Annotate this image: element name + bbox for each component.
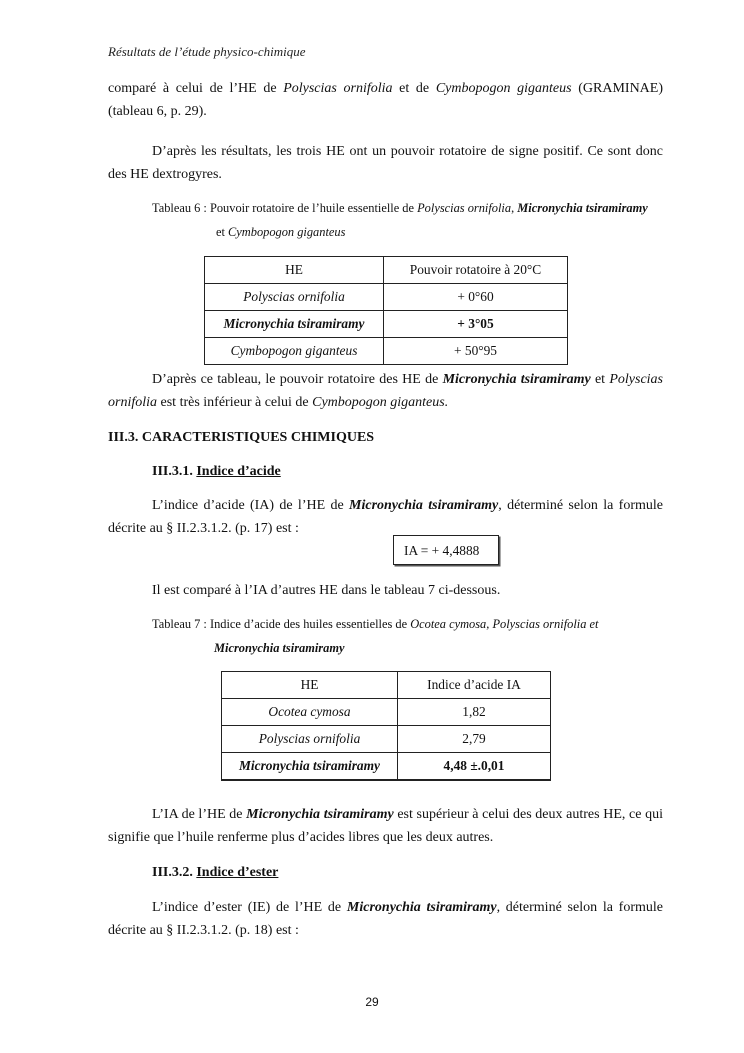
subheading-acid-index <box>152 464 281 480</box>
paragraph-ia-conclusion <box>108 803 663 849</box>
text-segment: L’indice d’ester (IE) de l’HE de <box>152 900 347 915</box>
species-name: Polyscias ornifolia <box>283 81 393 96</box>
header-cell-he: HE <box>205 257 384 284</box>
running-header: Résultats de l’étude physico-chimique <box>108 44 306 59</box>
cell-value: + 3°05 <box>384 311 568 338</box>
cell-value: 4,48 ±.0,01 <box>398 753 551 781</box>
table-row-highlight <box>222 753 551 781</box>
cell-value: 2,79 <box>398 726 551 753</box>
subheading-number: III.3.1. <box>152 464 197 479</box>
table-row <box>205 284 568 311</box>
cell-he: Micronychia tsiramiramy <box>205 311 384 338</box>
text-segment: L’indice d’acide (IA) de l’HE de <box>152 498 350 513</box>
cell-he: Micronychia tsiramiramy <box>222 753 398 781</box>
caption-text: Tableau 6 : Pouvoir rotatoire de l’huile essentielle de <box>152 201 418 215</box>
species-name: Micronychia tsiramiramy <box>517 201 648 215</box>
formula-box-ia: IA = + 4,4888 <box>393 535 499 565</box>
section-heading-chemical: III.3. CARACTERISTIQUES CHIMIQUES <box>108 430 375 445</box>
table-header-row <box>222 672 551 699</box>
cell-he: Ocotea cymosa <box>222 699 398 726</box>
table-row <box>205 338 568 365</box>
species-name: Micronychia tsiramiramy <box>346 900 497 915</box>
table7-acid-index <box>221 671 551 781</box>
subheading-number: III.3.2. <box>152 865 197 880</box>
text-segment: , déterminé selon la formule décrite au § II.2.3.1.2. (p. 17) est : <box>108 498 663 536</box>
text-segment: comparé à celui de l’HE de <box>108 81 284 96</box>
species-name: Ocotea cymosa, Polyscias ornifolia et <box>410 617 599 631</box>
text-segment: (GRAMINAE) (tableau 6, p. 29). <box>108 81 663 119</box>
table-header-row <box>205 257 568 284</box>
text-segment: est supérieur à celui des deux autres HE, ce qui signifie que l’huile renferme plus d’acides libres que les deux autres. <box>108 807 663 845</box>
paragraph-acid-index <box>108 494 663 540</box>
species-name: Polyscias ornifolia <box>108 372 663 410</box>
page-number: 29 <box>365 995 379 1009</box>
header-cell-value: Indice d’acide IA <box>398 672 551 699</box>
text-segment: L’IA de l’HE de <box>152 807 247 822</box>
cell-he: Polyscias ornifolia <box>222 726 398 753</box>
paragraph-compare-ia: Il est comparé à l’IA d’autres HE dans le tableau 7 ci-dessous. <box>152 583 501 598</box>
species-name: Micronychia tsiramiramy <box>214 641 345 655</box>
species-name: Micronychia tsiramiramy <box>349 498 499 513</box>
cell-value: 1,82 <box>398 699 551 726</box>
text-segment: D’après ce tableau, le pouvoir rotatoire des HE de <box>152 372 443 387</box>
species-name: Micronychia tsiramiramy <box>246 807 394 822</box>
caption-text: et <box>216 225 229 239</box>
paragraph-table6-analysis <box>108 368 663 414</box>
text-segment: est très inférieur à celui de <box>157 395 313 410</box>
subheading-title: Indice d’acide <box>196 464 281 479</box>
cell-value: + 50°95 <box>384 338 568 365</box>
table6-caption <box>152 196 663 244</box>
caption-text: Tableau 7 : Indice d’acide des huiles essentielles de <box>152 617 411 631</box>
species-name: Cymbopogon giganteus. <box>312 395 449 410</box>
table-row-highlight <box>205 311 568 338</box>
cell-he: Polyscias ornifolia <box>205 284 384 311</box>
text-segment: et de <box>392 81 436 96</box>
paragraph-dextrogyres: D’après les résultats, les trois HE ont un pouvoir rotatoire de signe positif. Ce sont donc des HE dextrogyres. <box>108 144 663 182</box>
species-name: Polyscias ornifolia <box>417 201 512 215</box>
header-cell-value: Pouvoir rotatoire à 20°C <box>384 257 568 284</box>
species-name: Cymbopogon giganteus <box>228 225 346 239</box>
header-cell-he: HE <box>222 672 398 699</box>
cell-he: Cymbopogon giganteus <box>205 338 384 365</box>
table6-rotatory-power <box>204 256 568 365</box>
table-row <box>222 726 551 753</box>
text-segment: et <box>590 372 610 387</box>
paragraph-comparison <box>108 77 663 123</box>
table-row <box>222 699 551 726</box>
species-name: Cymbopogon giganteus <box>435 81 572 96</box>
subheading-title: Indice d’ester <box>196 865 279 880</box>
subheading-ester-index <box>152 865 278 881</box>
species-name: Micronychia tsiramiramy <box>442 372 591 387</box>
paragraph-ester-index <box>108 896 663 942</box>
cell-value: + 0°60 <box>384 284 568 311</box>
table7-caption <box>152 612 663 660</box>
text-segment: , déterminé selon la formule décrite au § II.2.3.1.2. (p. 18) est : <box>108 900 664 938</box>
caption-text: , <box>511 201 518 215</box>
